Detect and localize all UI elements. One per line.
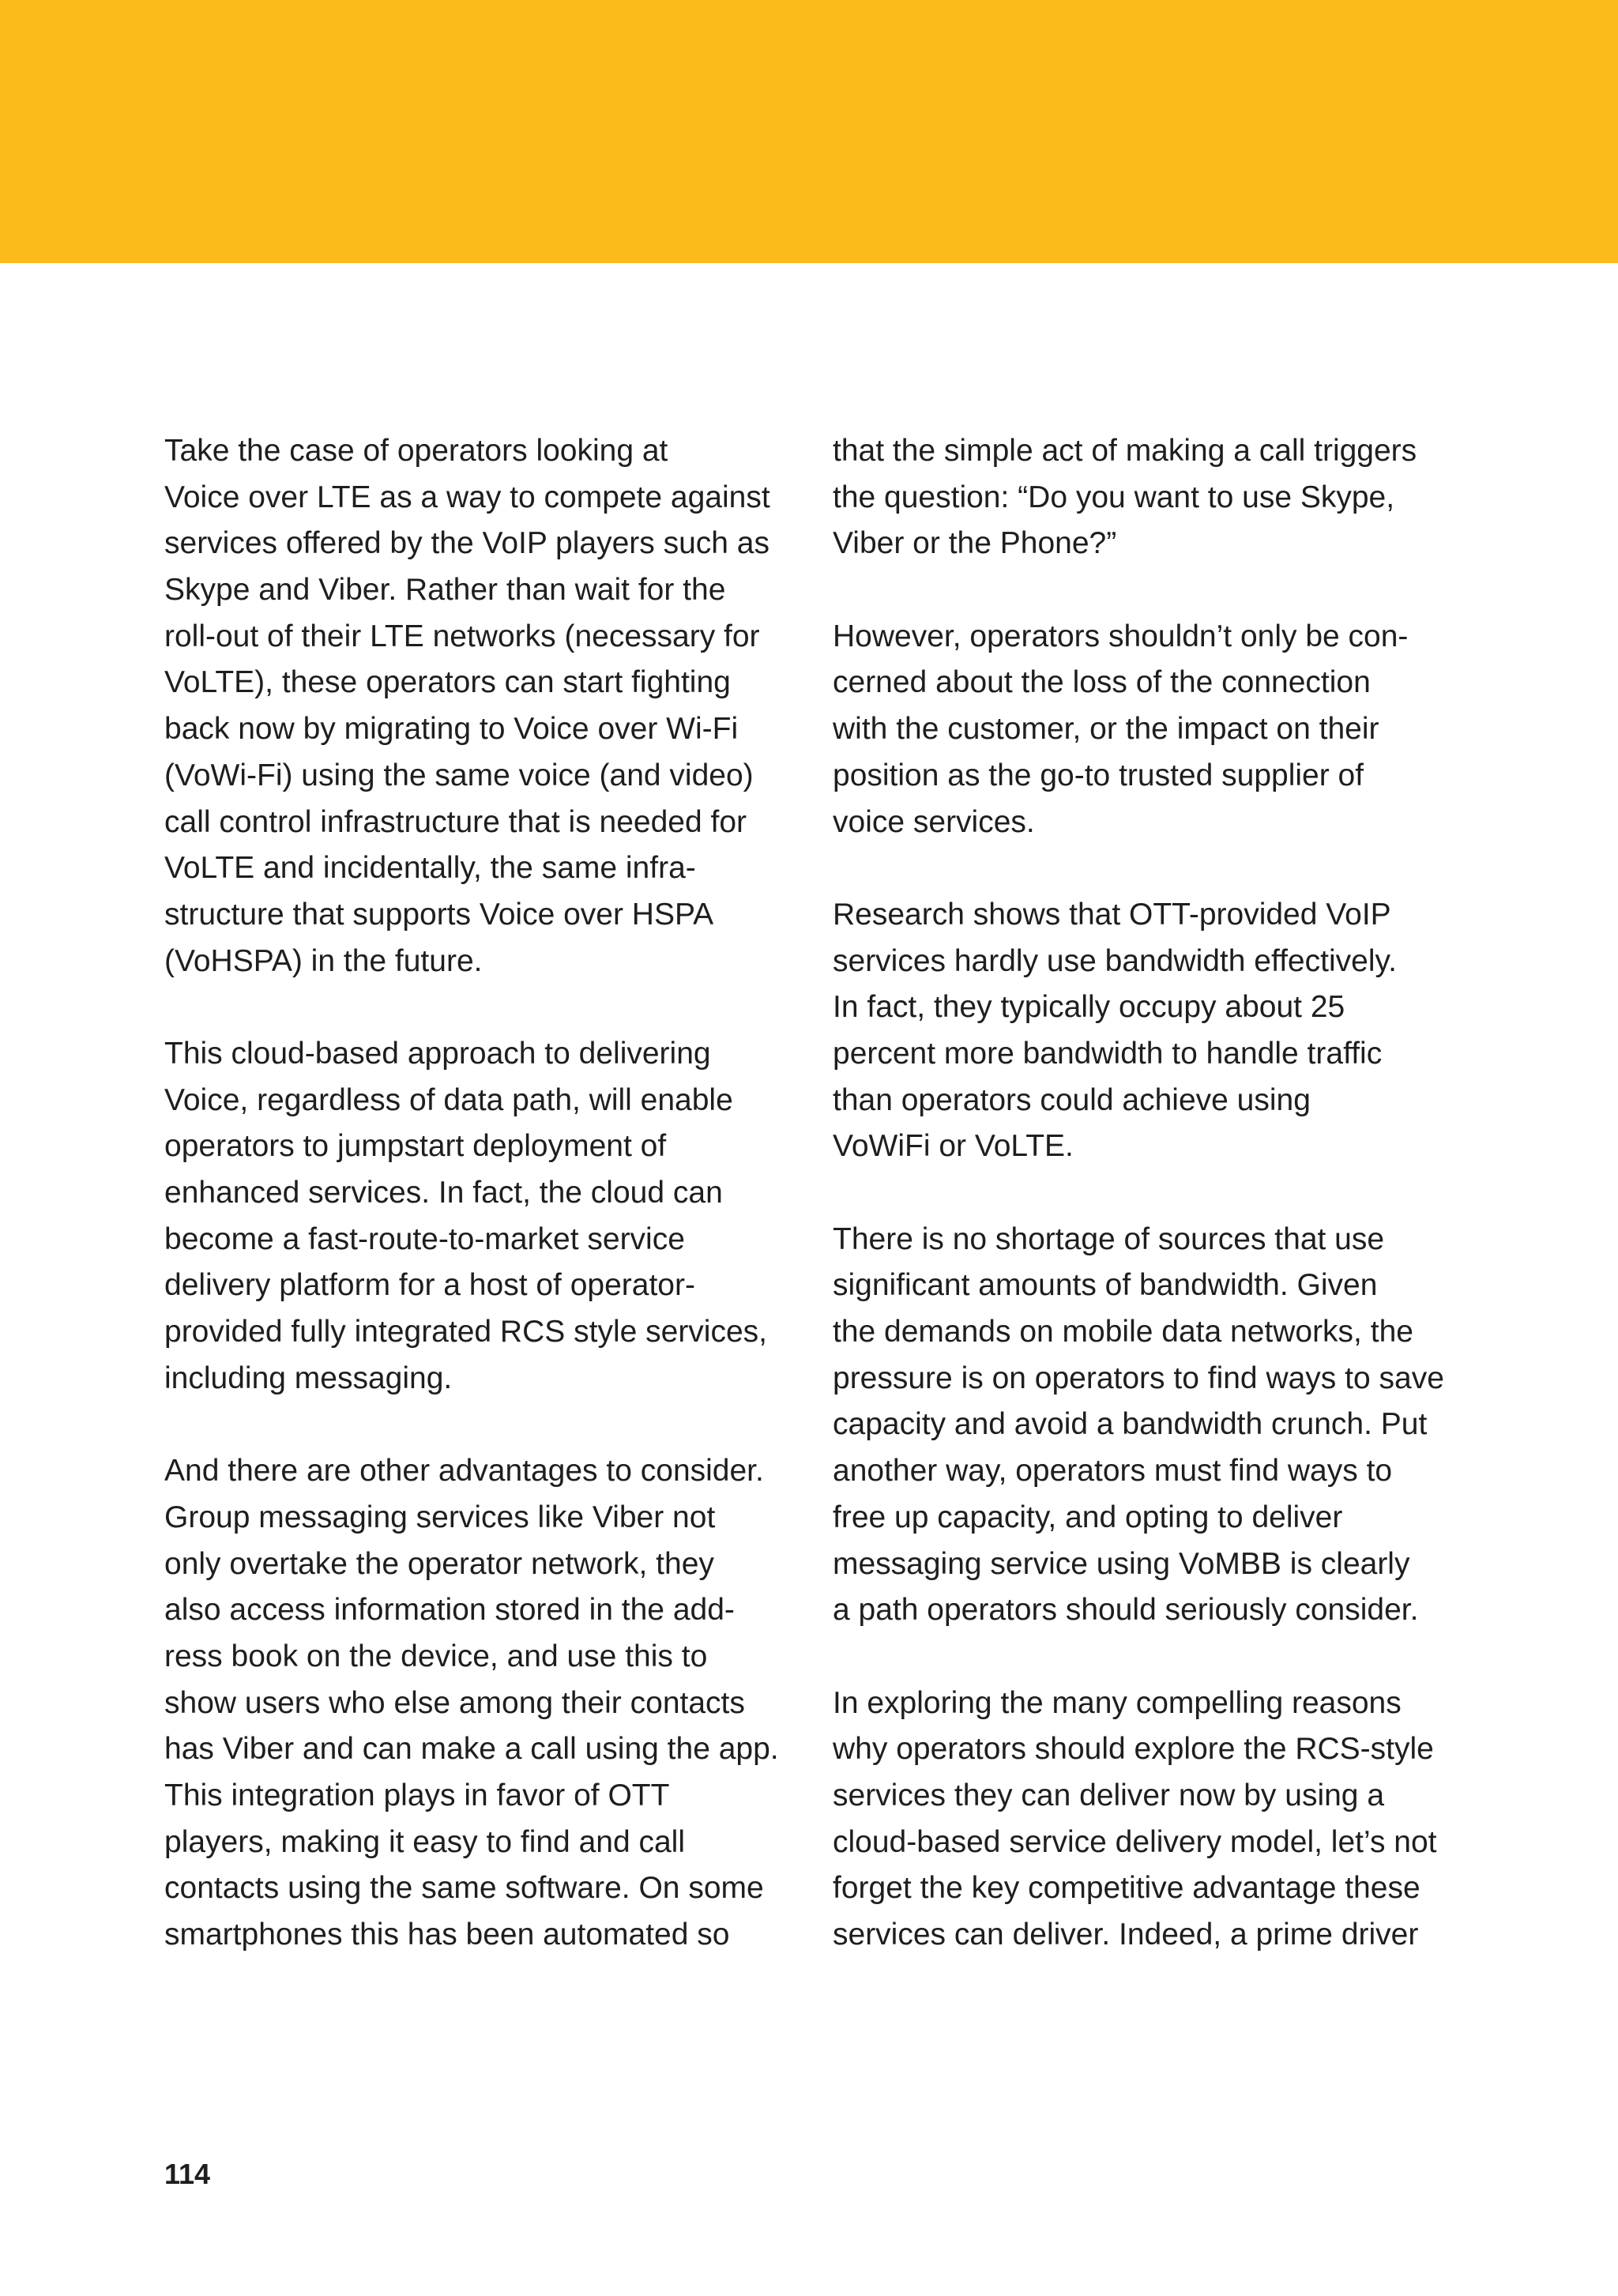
text-line: (VoWi-Fi) using the same voice (and video) <box>164 758 754 792</box>
text-line: However, operators shouldn’t only be con- <box>833 619 1409 653</box>
text-line: that the simple act of making a call triggers <box>833 434 1417 468</box>
text-line: roll-out of their LTE networks (necessary for <box>164 619 760 653</box>
paragraph <box>833 892 1496 1170</box>
text-line: including messaging. <box>164 1361 453 1395</box>
text-line: Research shows that OTT-provided VoIP <box>833 897 1391 932</box>
paragraph-gap <box>164 984 828 1031</box>
text-line: back now by migrating to Voice over Wi-Fi <box>164 712 739 747</box>
paragraph-gap <box>164 1402 828 1448</box>
text-line: In fact, they typically occupy about 25 <box>833 990 1345 1025</box>
header-color-band <box>0 0 1618 263</box>
text-line: VoLTE), these operators can start fighting <box>164 665 731 700</box>
text-line: forget the key competitive advantage these <box>833 1871 1420 1906</box>
text-line: Skype and Viber. Rather than wait for the <box>164 573 726 608</box>
text-line: Viber or the Phone?” <box>833 526 1117 561</box>
text-line: players, making it easy to find and call <box>164 1824 686 1859</box>
paragraph-gap <box>833 567 1496 614</box>
text-line: voice services. <box>833 804 1035 839</box>
text-line: Take the case of operators looking at <box>164 434 668 468</box>
text-line: provided fully integrated RCS style services, <box>164 1315 767 1349</box>
text-line: than operators could achieve using <box>833 1082 1311 1117</box>
text-line: significant amounts of bandwidth. Given <box>833 1268 1378 1303</box>
text-line: cloud-based service delivery model, let’s not <box>833 1824 1437 1859</box>
text-column-left <box>164 428 828 1959</box>
text-line: percent more bandwidth to handle traffic <box>833 1036 1383 1071</box>
paragraph <box>164 428 828 984</box>
text-line: also access information stored in the add- <box>164 1593 735 1628</box>
text-line: pressure is on operators to find ways to save <box>833 1361 1444 1395</box>
text-line: another way, operators must find ways to <box>833 1454 1393 1489</box>
text-line: only overtake the operator network, they <box>164 1546 714 1581</box>
text-line: Group messaging services like Viber not <box>164 1500 716 1534</box>
text-line: In exploring the many compelling reasons <box>833 1685 1402 1720</box>
text-line: ress book on the device, and use this to <box>164 1639 708 1673</box>
text-line: This cloud-based approach to delivering <box>164 1036 711 1071</box>
text-line: This integration plays in favor of OTT <box>164 1778 670 1812</box>
paragraph <box>833 614 1496 845</box>
text-line: There is no shortage of sources that use <box>833 1221 1385 1256</box>
text-line: smartphones this has been automated so <box>164 1918 730 1952</box>
text-line: delivery platform for a host of operator- <box>164 1268 695 1303</box>
paragraph-gap <box>833 1170 1496 1217</box>
text-line: position as the go-to trusted supplier of <box>833 758 1364 792</box>
paragraph <box>833 1681 1496 1959</box>
text-line: call control infrastructure that is needed for <box>164 804 747 839</box>
text-line: (VoHSPA) in the future. <box>164 943 483 978</box>
paragraph <box>164 1031 828 1402</box>
text-line: services hardly use bandwidth effectively. <box>833 943 1397 978</box>
text-line: messaging service using VoMBB is clearly <box>833 1546 1410 1581</box>
text-line: operators to jumpstart deployment of <box>164 1129 667 1164</box>
page-number: 114 <box>164 2158 211 2190</box>
text-line: become a fast-route-to-market service <box>164 1221 685 1256</box>
text-line: VoLTE and incidentally, the same infra- <box>164 851 696 886</box>
text-column-right <box>833 428 1496 1959</box>
text-line: services offered by the VoIP players such as <box>164 526 769 561</box>
paragraph <box>833 1217 1496 1634</box>
text-line: cerned about the loss of the connection <box>833 665 1371 700</box>
text-line: the demands on mobile data networks, the <box>833 1315 1413 1349</box>
text-line: the question: “Do you want to use Skype, <box>833 480 1395 514</box>
text-line: capacity and avoid a bandwidth crunch. Put <box>833 1407 1428 1442</box>
text-line: with the customer, or the impact on their <box>833 712 1379 747</box>
text-line: VoWiFi or VoLTE. <box>833 1129 1074 1164</box>
text-line: enhanced services. In fact, the cloud can <box>164 1176 723 1210</box>
text-line: contacts using the same software. On some <box>164 1871 764 1906</box>
text-line: structure that supports Voice over HSPA <box>164 897 714 932</box>
text-line: why operators should explore the RCS-style <box>833 1732 1434 1767</box>
text-line: And there are other advantages to consider. <box>164 1454 764 1489</box>
text-line: free up capacity, and opting to deliver <box>833 1500 1343 1534</box>
text-line: a path operators should seriously consider. <box>833 1593 1419 1628</box>
text-line: show users who else among their contacts <box>164 1685 745 1720</box>
paragraph-gap <box>833 845 1496 892</box>
text-line: services can deliver. Indeed, a prime driver <box>833 1918 1419 1952</box>
text-line: Voice, regardless of data path, will enable <box>164 1082 733 1117</box>
text-line: Voice over LTE as a way to compete against <box>164 480 770 514</box>
text-line: services they can deliver now by using a <box>833 1778 1385 1812</box>
text-line: has Viber and can make a call using the app. <box>164 1732 779 1767</box>
paragraph <box>164 1448 828 1959</box>
paragraph <box>833 428 1496 567</box>
paragraph-gap <box>833 1634 1496 1681</box>
